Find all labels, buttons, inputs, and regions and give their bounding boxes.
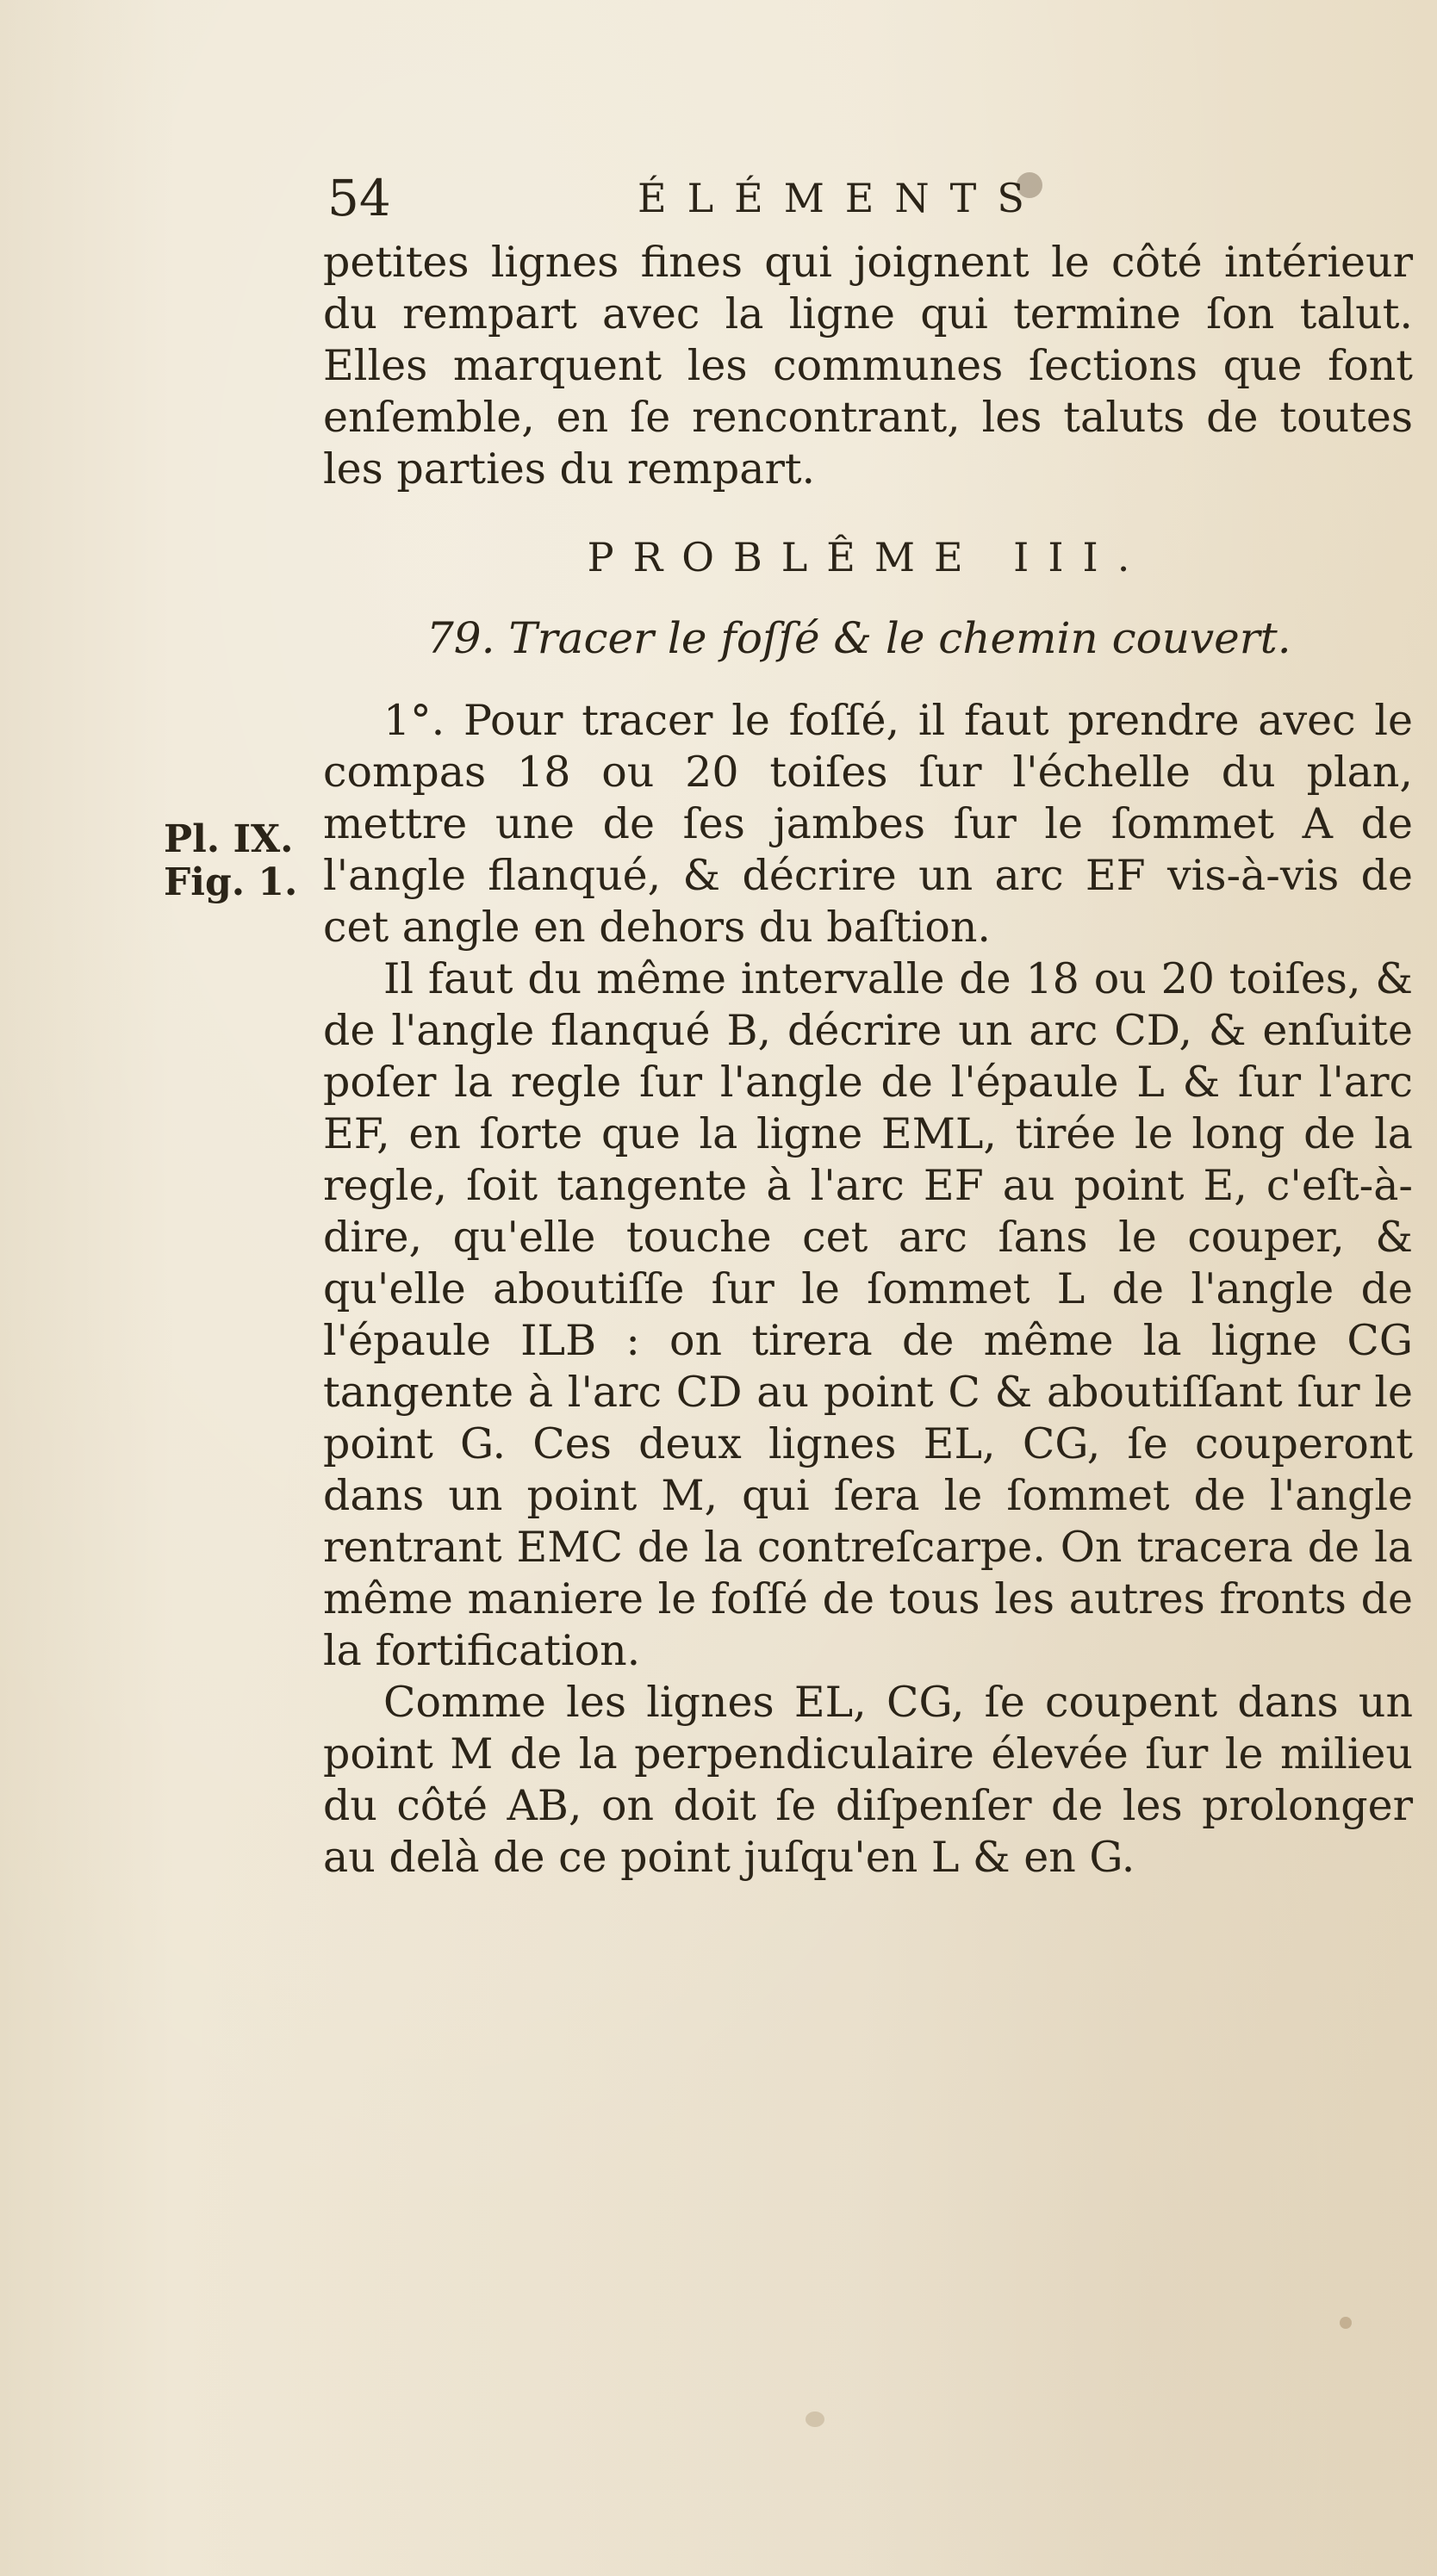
paragraph: Il faut du même intervalle de 18 ou 20 toiſes, & de l'angle flanqué B, décrire un arc CD, & enſuite poſer la regle ſur l'angle de l'épaule L & ſur l'arc EF, en ſorte que la ligne EML, tirée le long de la regle, ſoit tangente à l'arc EF au point E, c'eſt-à-dire, qu'elle touche cet arc ſans le couper, & qu'elle aboutiſſe ſur le ſommet L de l'angle de l'épaule ILB : on tirera de même la ligne CG tangente à l'arc CD au point C & aboutiſſant ſur le point G. Ces deux lignes EL, CG, ſe couperont dans un point M, qui ſera le ſommet de l'angle rentrant EMC de la contreſcarpe. On tracera de la même maniere le foſſé de tous les autres fronts de la fortification.	[323, 954, 1413, 1675]
paper-stain	[806, 2412, 824, 2427]
problem-title: PROBLÊME III.	[587, 534, 1149, 580]
paper-stain	[1340, 2317, 1352, 2329]
paragraph: Comme les lignes EL, CG, ſe coupent dans un point M de la perpendiculaire élevée ſur le milieu du côté AB, on doit ſe diſpenſer de les prolonger au delà de ce point juſqu'en L & en G.	[323, 1678, 1413, 1882]
running-title: ÉLÉMENTS	[638, 175, 1045, 221]
page-header	[327, 164, 1086, 233]
margin-note	[164, 818, 310, 904]
text-block	[323, 237, 1413, 1884]
figure-reference: Fig. 1.	[164, 860, 298, 904]
plate-reference: Pl. IX.	[164, 817, 294, 861]
paragraph: petites lignes fines qui joignent le côté intérieur du rempart avec la ligne qui termine ſon talut. Elles marquent les communes ſections que font enſemble, en ſe rencontrant, les taluts de toutes les parties du rempart.	[323, 238, 1413, 493]
problem-statement: 79. Tracer le foſſé & le chemin couvert.	[426, 613, 1291, 663]
paragraph: 1°. Pour tracer le foſſé, il faut prendre avec le compas 18 ou 20 toiſes ſur l'échelle du plan, mettre une de ſes jambes ſur le ſommet A de l'angle flanqué, & décrire un arc EF vis-à-vis de cet angle en dehors du baſtion.	[323, 696, 1413, 952]
page-number: 54	[327, 169, 391, 227]
